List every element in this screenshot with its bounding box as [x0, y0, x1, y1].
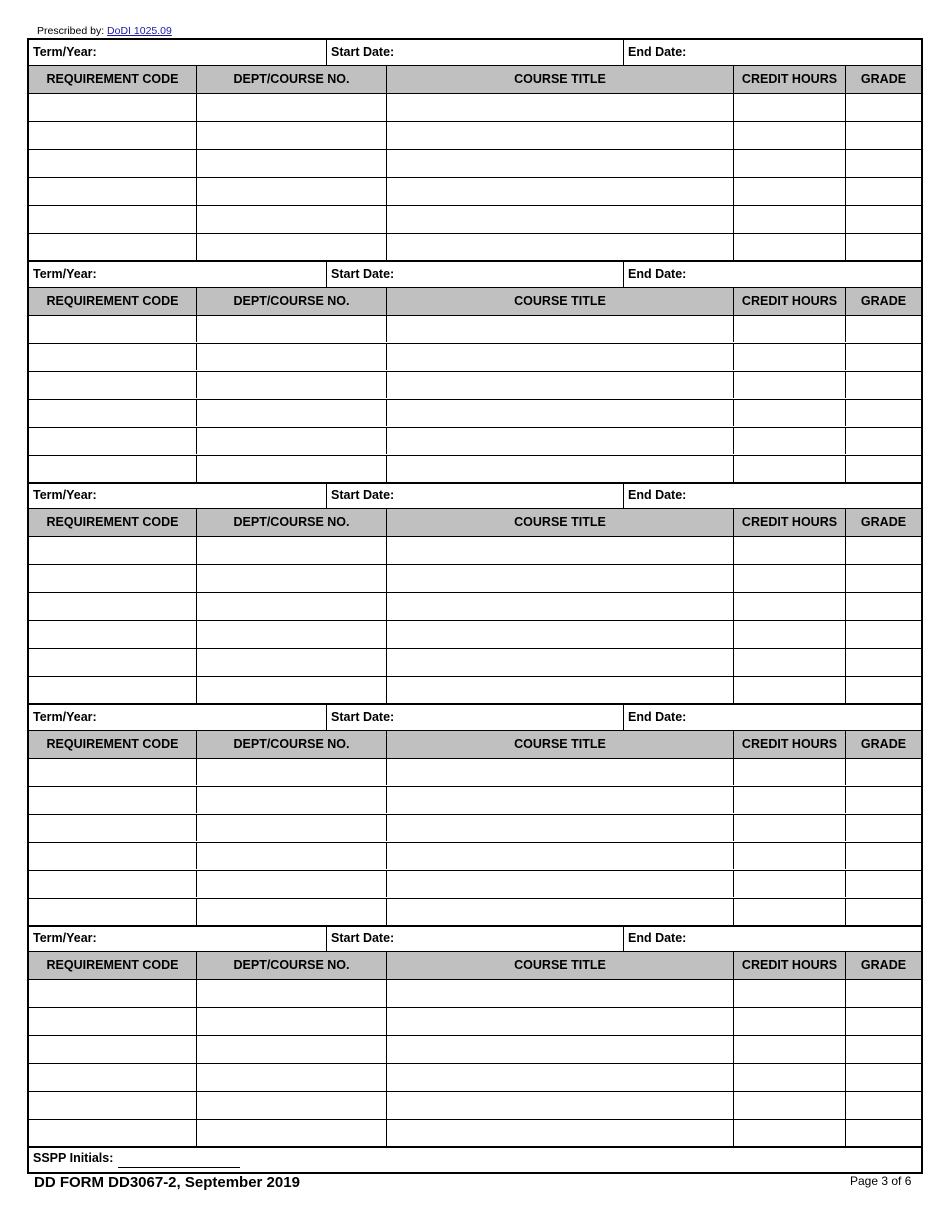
course-title-cell[interactable]	[386, 677, 733, 704]
course-title-cell[interactable]	[386, 150, 733, 177]
credit-hours-cell[interactable]	[733, 1092, 845, 1119]
credit-hours-cell[interactable]	[733, 372, 845, 399]
column-header-requirement-code: REQUIREMENT CODE	[46, 736, 179, 751]
grade-cell[interactable]	[845, 649, 921, 676]
column-header-row	[29, 66, 921, 94]
dept-course-no-cell[interactable]	[196, 234, 386, 261]
requirement-code-cell[interactable]	[29, 565, 196, 592]
sspp-initials-row	[29, 1147, 921, 1174]
column-header-grade: GRADE	[845, 509, 921, 536]
grade-cell[interactable]	[845, 206, 921, 233]
grade-cell[interactable]	[845, 565, 921, 592]
table-row	[29, 400, 921, 428]
credit-hours-cell[interactable]	[733, 150, 845, 177]
dept-course-no-cell[interactable]	[196, 565, 386, 592]
requirement-code-cell[interactable]	[29, 234, 196, 261]
course-title-cell[interactable]	[386, 621, 733, 648]
column-header-grade: GRADE	[845, 731, 921, 758]
dept-course-no-cell[interactable]	[196, 1036, 386, 1063]
credit-hours-cell[interactable]	[733, 565, 845, 592]
credit-hours-cell[interactable]	[733, 206, 845, 233]
course-title-cell[interactable]	[386, 344, 733, 371]
start-date-label: Start Date:	[331, 45, 395, 59]
credit-hours-cell[interactable]	[733, 1036, 845, 1063]
table-row	[29, 649, 921, 677]
credit-hours-cell[interactable]	[733, 537, 845, 564]
term-year-label: Term/Year:	[33, 266, 97, 281]
column-header-dept-course-no: DEPT/COURSE NO.	[196, 731, 386, 758]
course-title-cell[interactable]	[386, 815, 733, 842]
table-row	[29, 593, 921, 621]
term-year-label: Term/Year:	[33, 488, 97, 502]
requirement-code-cell[interactable]	[29, 759, 196, 786]
course-title-cell[interactable]	[386, 456, 733, 483]
requirement-code-cell[interactable]	[29, 649, 196, 676]
dept-course-no-cell[interactable]	[196, 1092, 386, 1119]
grade-cell[interactable]	[845, 122, 921, 149]
dept-course-no-cell[interactable]	[196, 787, 386, 814]
term-section	[29, 926, 921, 1148]
start-date-label: Start Date:	[331, 266, 395, 281]
requirement-code-cell[interactable]	[29, 677, 196, 704]
dept-course-no-cell[interactable]	[196, 621, 386, 648]
course-title-cell[interactable]	[386, 843, 733, 870]
course-title-cell[interactable]	[386, 1064, 733, 1091]
credit-hours-cell[interactable]	[733, 400, 845, 427]
requirement-code-cell[interactable]	[29, 372, 196, 399]
dept-course-no-cell[interactable]	[196, 150, 386, 177]
start-date-label: Start Date:	[331, 488, 395, 502]
table-row	[29, 1120, 921, 1148]
sspp-initials-label: SSPP Initials:	[33, 1151, 114, 1165]
dept-course-no-cell[interactable]	[196, 677, 386, 704]
course-title-cell[interactable]	[386, 980, 733, 1007]
grade-cell[interactable]	[845, 234, 921, 261]
requirement-code-cell[interactable]	[29, 344, 196, 371]
end-date-label: End Date:	[628, 45, 687, 59]
grade-cell[interactable]	[845, 456, 921, 483]
column-header-credit-hours: CREDIT HOURS	[733, 952, 845, 979]
dept-course-no-cell[interactable]	[196, 372, 386, 399]
requirement-code-cell[interactable]	[29, 871, 196, 898]
grade-cell[interactable]	[845, 428, 921, 455]
table-row	[29, 428, 921, 456]
end-date-field[interactable]	[623, 483, 921, 508]
column-header-credit-hours: CREDIT HOURS	[733, 66, 845, 93]
column-header-course-title: COURSE TITLE	[386, 731, 733, 758]
column-header-credit-hours: CREDIT HOURS	[733, 509, 845, 536]
requirement-code-cell[interactable]	[29, 980, 196, 1007]
table-row	[29, 843, 921, 871]
requirement-code-cell[interactable]	[29, 122, 196, 149]
end-date-field[interactable]	[623, 262, 921, 287]
requirement-code-cell[interactable]	[29, 178, 196, 205]
grade-cell[interactable]	[845, 899, 921, 926]
table-row	[29, 899, 921, 927]
sspp-initials-field[interactable]	[118, 1167, 240, 1168]
end-date-label: End Date:	[628, 709, 687, 724]
requirement-code-cell[interactable]	[29, 899, 196, 926]
grade-cell[interactable]	[845, 677, 921, 704]
credit-hours-cell[interactable]	[733, 122, 845, 149]
dept-course-no-cell[interactable]	[196, 178, 386, 205]
table-row	[29, 372, 921, 400]
course-title-cell[interactable]	[386, 428, 733, 455]
term-year-field[interactable]	[29, 262, 326, 287]
end-date-label: End Date:	[628, 266, 687, 281]
table-row	[29, 122, 921, 150]
course-record-form	[27, 38, 923, 1174]
column-header-credit-hours: CREDIT HOURS	[733, 288, 845, 315]
term-year-field[interactable]	[29, 40, 326, 65]
course-title-cell[interactable]	[386, 787, 733, 814]
column-header-course-title: COURSE TITLE	[386, 66, 733, 93]
credit-hours-cell[interactable]	[733, 787, 845, 814]
column-header-requirement-code: REQUIREMENT CODE	[46, 72, 179, 86]
table-row	[29, 206, 921, 234]
grade-cell[interactable]	[845, 178, 921, 205]
dept-course-no-cell[interactable]	[196, 815, 386, 842]
term-year-field[interactable]	[29, 705, 326, 730]
grade-cell[interactable]	[845, 150, 921, 177]
course-title-cell[interactable]	[386, 1036, 733, 1063]
start-date-field[interactable]	[326, 926, 623, 951]
credit-hours-cell[interactable]	[733, 980, 845, 1007]
grade-cell[interactable]	[845, 815, 921, 842]
dept-course-no-cell[interactable]	[196, 843, 386, 870]
grade-cell[interactable]	[845, 1008, 921, 1035]
dept-course-no-cell[interactable]	[196, 871, 386, 898]
term-section	[29, 483, 921, 705]
column-header-course-title: COURSE TITLE	[386, 952, 733, 979]
requirement-code-cell[interactable]	[29, 593, 196, 620]
credit-hours-cell[interactable]	[733, 428, 845, 455]
table-row	[29, 94, 921, 122]
course-title-cell[interactable]	[386, 759, 733, 786]
table-row	[29, 621, 921, 649]
credit-hours-cell[interactable]	[733, 316, 845, 343]
grade-cell[interactable]	[845, 344, 921, 371]
prescribed-by	[37, 25, 172, 37]
grade-cell[interactable]	[845, 593, 921, 620]
column-header-row	[29, 509, 921, 537]
credit-hours-cell[interactable]	[733, 815, 845, 842]
grade-cell[interactable]	[845, 787, 921, 814]
course-title-cell[interactable]	[386, 537, 733, 564]
term-section	[29, 262, 921, 484]
grade-cell[interactable]	[845, 537, 921, 564]
course-title-cell[interactable]	[386, 871, 733, 898]
grade-cell[interactable]	[845, 1036, 921, 1063]
end-date-field[interactable]	[623, 926, 921, 951]
credit-hours-cell[interactable]	[733, 593, 845, 620]
table-row	[29, 150, 921, 178]
column-header-course-title: COURSE TITLE	[386, 288, 733, 315]
dept-course-no-cell[interactable]	[196, 456, 386, 483]
column-header-dept-course-no: DEPT/COURSE NO.	[196, 66, 386, 93]
table-row	[29, 759, 921, 787]
grade-cell[interactable]	[845, 843, 921, 870]
table-row	[29, 1036, 921, 1064]
term-section	[29, 40, 921, 262]
grade-cell[interactable]	[845, 759, 921, 786]
table-row	[29, 1008, 921, 1036]
credit-hours-cell[interactable]	[733, 843, 845, 870]
grade-cell[interactable]	[845, 1120, 921, 1147]
requirement-code-cell[interactable]	[29, 1120, 196, 1147]
requirement-code-cell[interactable]	[29, 843, 196, 870]
column-header-grade: GRADE	[845, 66, 921, 93]
requirement-code-cell[interactable]	[29, 815, 196, 842]
table-row	[29, 537, 921, 565]
credit-hours-cell[interactable]	[733, 1008, 845, 1035]
course-title-cell[interactable]	[386, 206, 733, 233]
course-title-cell[interactable]	[386, 400, 733, 427]
term-info-row	[29, 926, 921, 952]
requirement-code-cell[interactable]	[29, 1036, 196, 1063]
requirement-code-cell[interactable]	[29, 94, 196, 121]
credit-hours-cell[interactable]	[733, 899, 845, 926]
term-year-label: Term/Year:	[33, 931, 97, 945]
table-row	[29, 871, 921, 899]
table-row	[29, 815, 921, 843]
table-row	[29, 316, 921, 344]
dept-course-no-cell[interactable]	[196, 980, 386, 1007]
column-header-dept-course-no: DEPT/COURSE NO.	[196, 288, 386, 315]
column-header-grade: GRADE	[845, 952, 921, 979]
column-header-course-title: COURSE TITLE	[386, 509, 733, 536]
dept-course-no-cell[interactable]	[196, 1008, 386, 1035]
column-header-requirement-code: REQUIREMENT CODE	[46, 515, 179, 529]
term-section	[29, 705, 921, 927]
credit-hours-cell[interactable]	[733, 344, 845, 371]
credit-hours-cell[interactable]	[733, 871, 845, 898]
prescribed-label: Prescribed by:	[37, 25, 105, 37]
term-year-field[interactable]	[29, 926, 326, 951]
column-header-requirement-code: REQUIREMENT CODE	[46, 293, 179, 308]
grade-cell[interactable]	[845, 980, 921, 1007]
term-year-label: Term/Year:	[33, 709, 97, 724]
dept-course-no-cell[interactable]	[196, 94, 386, 121]
requirement-code-cell[interactable]	[29, 316, 196, 343]
column-header-requirement-code: REQUIREMENT CODE	[46, 958, 179, 972]
requirement-code-cell[interactable]	[29, 621, 196, 648]
form-identifier: DD FORM DD3067-2, September 2019	[34, 1174, 300, 1191]
course-title-cell[interactable]	[386, 1008, 733, 1035]
dept-course-no-cell[interactable]	[196, 1064, 386, 1091]
credit-hours-cell[interactable]	[733, 234, 845, 261]
start-date-label: Start Date:	[331, 931, 395, 945]
start-date-field[interactable]	[326, 40, 623, 65]
term-info-row	[29, 40, 921, 66]
course-title-cell[interactable]	[386, 234, 733, 261]
course-title-cell[interactable]	[386, 1120, 733, 1147]
dept-course-no-cell[interactable]	[196, 316, 386, 343]
requirement-code-cell[interactable]	[29, 1064, 196, 1091]
table-row	[29, 565, 921, 593]
credit-hours-cell[interactable]	[733, 178, 845, 205]
grade-cell[interactable]	[845, 1064, 921, 1091]
dept-course-no-cell[interactable]	[196, 400, 386, 427]
table-row	[29, 344, 921, 372]
requirement-code-cell[interactable]	[29, 150, 196, 177]
column-header-row	[29, 731, 921, 759]
course-title-cell[interactable]	[386, 94, 733, 121]
start-date-field[interactable]	[326, 705, 623, 730]
course-title-cell[interactable]	[386, 122, 733, 149]
dept-course-no-cell[interactable]	[196, 122, 386, 149]
end-date-label: End Date:	[628, 488, 687, 502]
term-info-row	[29, 483, 921, 509]
table-row	[29, 677, 921, 705]
course-title-cell[interactable]	[386, 316, 733, 343]
dept-course-no-cell[interactable]	[196, 344, 386, 371]
course-title-cell[interactable]	[386, 372, 733, 399]
page-number: Page 3 of 6	[850, 1174, 912, 1188]
course-title-cell[interactable]	[386, 593, 733, 620]
table-row	[29, 980, 921, 1008]
dept-course-no-cell[interactable]	[196, 899, 386, 926]
dept-course-no-cell[interactable]	[196, 1120, 386, 1147]
course-title-cell[interactable]	[386, 1092, 733, 1119]
grade-cell[interactable]	[845, 316, 921, 343]
column-header-row	[29, 952, 921, 980]
requirement-code-cell[interactable]	[29, 206, 196, 233]
dept-course-no-cell[interactable]	[196, 206, 386, 233]
course-title-cell[interactable]	[386, 649, 733, 676]
end-date-label: End Date:	[628, 931, 687, 945]
requirement-code-cell[interactable]	[29, 537, 196, 564]
credit-hours-cell[interactable]	[733, 621, 845, 648]
table-row	[29, 178, 921, 206]
dept-course-no-cell[interactable]	[196, 649, 386, 676]
column-header-row	[29, 288, 921, 316]
grade-cell[interactable]	[845, 400, 921, 427]
prescribed-link[interactable]: DoDI 1025.09	[107, 25, 172, 37]
requirement-code-cell[interactable]	[29, 428, 196, 455]
credit-hours-cell[interactable]	[733, 456, 845, 483]
credit-hours-cell[interactable]	[733, 759, 845, 786]
credit-hours-cell[interactable]	[733, 1120, 845, 1147]
end-date-field[interactable]	[623, 705, 921, 730]
requirement-code-cell[interactable]	[29, 456, 196, 483]
grade-cell[interactable]	[845, 621, 921, 648]
start-date-field[interactable]	[326, 262, 623, 287]
term-info-row	[29, 705, 921, 731]
term-year-label: Term/Year:	[33, 45, 97, 59]
credit-hours-cell[interactable]	[733, 649, 845, 676]
table-row	[29, 456, 921, 484]
table-row	[29, 234, 921, 262]
course-title-cell[interactable]	[386, 565, 733, 592]
dept-course-no-cell[interactable]	[196, 593, 386, 620]
table-row	[29, 1064, 921, 1092]
column-header-dept-course-no: DEPT/COURSE NO.	[196, 952, 386, 979]
requirement-code-cell[interactable]	[29, 787, 196, 814]
start-date-label: Start Date:	[331, 709, 395, 724]
grade-cell[interactable]	[845, 1092, 921, 1119]
course-title-cell[interactable]	[386, 178, 733, 205]
table-row	[29, 787, 921, 815]
credit-hours-cell[interactable]	[733, 1064, 845, 1091]
dept-course-no-cell[interactable]	[196, 537, 386, 564]
dept-course-no-cell[interactable]	[196, 759, 386, 786]
term-year-field[interactable]	[29, 483, 326, 508]
dept-course-no-cell[interactable]	[196, 428, 386, 455]
requirement-code-cell[interactable]	[29, 1092, 196, 1119]
end-date-field[interactable]	[623, 40, 921, 65]
column-header-dept-course-no: DEPT/COURSE NO.	[196, 509, 386, 536]
start-date-field[interactable]	[326, 483, 623, 508]
table-row	[29, 1092, 921, 1120]
credit-hours-cell[interactable]	[733, 94, 845, 121]
column-header-credit-hours: CREDIT HOURS	[733, 731, 845, 758]
term-info-row	[29, 262, 921, 288]
grade-cell[interactable]	[845, 94, 921, 121]
grade-cell[interactable]	[845, 871, 921, 898]
column-header-grade: GRADE	[845, 288, 921, 315]
requirement-code-cell[interactable]	[29, 1008, 196, 1035]
grade-cell[interactable]	[845, 372, 921, 399]
credit-hours-cell[interactable]	[733, 677, 845, 704]
requirement-code-cell[interactable]	[29, 400, 196, 427]
course-title-cell[interactable]	[386, 899, 733, 926]
